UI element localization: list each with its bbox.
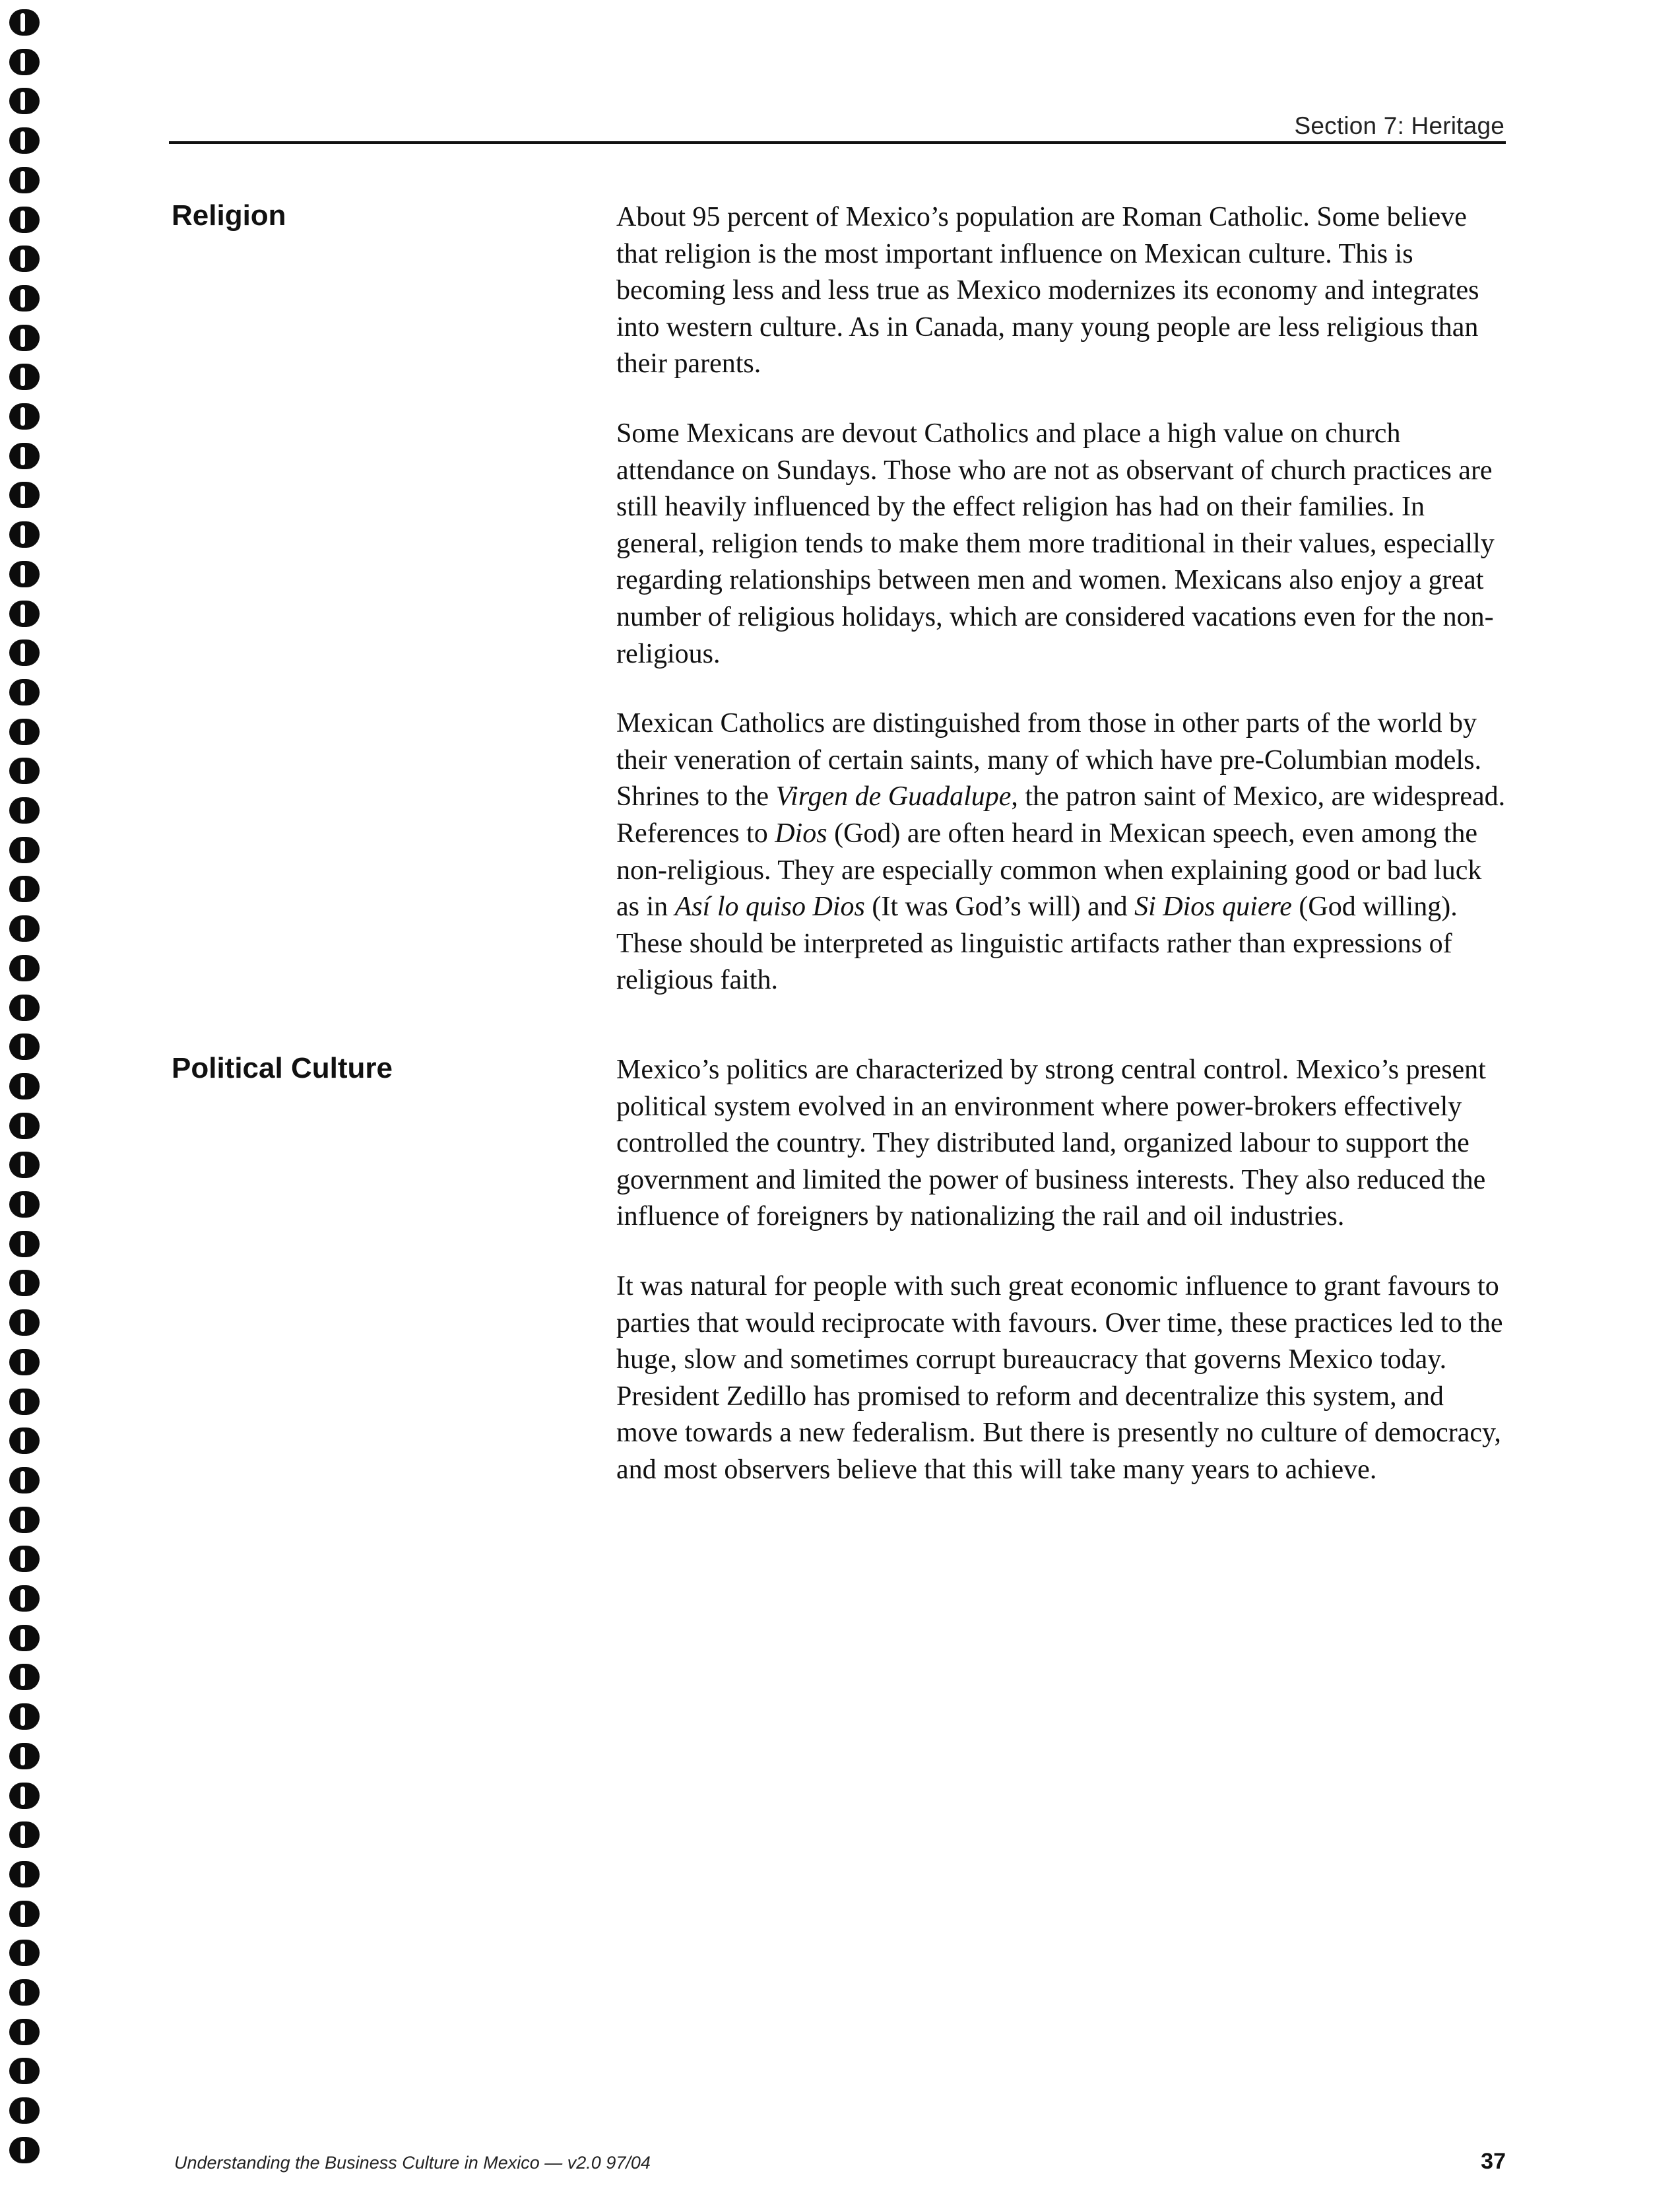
binding-hole bbox=[9, 482, 40, 508]
binding-hole bbox=[9, 1940, 40, 1966]
binding-hole bbox=[9, 1427, 40, 1454]
binding-hole bbox=[9, 797, 40, 824]
binding-hole bbox=[9, 246, 40, 272]
binding-hole bbox=[9, 1073, 40, 1099]
binding-hole bbox=[9, 955, 40, 981]
binding-hole bbox=[9, 285, 40, 312]
binding-hole bbox=[9, 2097, 40, 2124]
section-title: Section 7: Heritage bbox=[1294, 112, 1504, 139]
binding-hole bbox=[9, 1113, 40, 1139]
page-number: 37 bbox=[1481, 2149, 1506, 2174]
binding-hole bbox=[9, 1231, 40, 1257]
binding-hole bbox=[9, 9, 40, 36]
binding-hole bbox=[9, 837, 40, 863]
binding-hole bbox=[9, 876, 40, 902]
binding-hole bbox=[9, 1821, 40, 1848]
footer-document-title: Understanding the Business Culture in Mexico — v2.0 97/04 bbox=[174, 2153, 651, 2173]
religion-body bbox=[616, 199, 1507, 1032]
binding-hole bbox=[9, 325, 40, 351]
binding-hole bbox=[9, 1467, 40, 1493]
binding-hole bbox=[9, 2019, 40, 2045]
binding-hole bbox=[9, 995, 40, 1021]
binding-hole bbox=[9, 1861, 40, 1887]
italic-term: Así lo quiso Dios bbox=[674, 892, 865, 923]
binding-hole bbox=[9, 561, 40, 587]
paragraph: Mexican Catholics are distinguished from those in other parts of the world by their veneration of certain saints, many of which have pre-Columbian models. Shrines to the Virgen de Guadalupe, the patron saint of Mexico, are widespread. References to Dios (God) are often heard in Mexican speech, even among the non-religious. They are especially common when explaining good or bad luck as in Así lo quiso Dios (It was God’s will) and Si Dios quiere (God willing). These should be interpreted as linguistic artifacts rather than expressions of religious faith. bbox=[616, 708, 1506, 996]
binding-hole bbox=[9, 1389, 40, 1415]
paragraph: Mexico’s politics are characterized by strong central control. Mexico’s present political system evolved in an environment where power-brokers effectively controlled the country. They distributed land, organized labour to support the government and limited the power of business interests. They also reduced the influence of foreigners by nationalizing the rail and oil industries. bbox=[616, 1055, 1486, 1232]
binding-hole bbox=[9, 1309, 40, 1336]
binding-hole bbox=[9, 127, 40, 154]
binding-hole bbox=[9, 88, 40, 114]
binding-hole bbox=[9, 1546, 40, 1572]
binding-hole bbox=[9, 601, 40, 627]
header-rule bbox=[169, 141, 1506, 144]
italic-term: Virgen de Guadalupe bbox=[775, 781, 1012, 812]
political-culture-body bbox=[616, 1052, 1507, 1522]
binding-hole bbox=[9, 1703, 40, 1730]
binding-hole bbox=[9, 679, 40, 705]
binding-hole bbox=[9, 1743, 40, 1769]
political-culture-heading: Political Culture bbox=[172, 1052, 393, 1084]
binding-hole bbox=[9, 915, 40, 942]
paragraph: Some Mexicans are devout Catholics and place a high value on church attendance on Sundays. Those who are not as observant of church practices are still heavily influenced by the effect religion has had on their families. In general, religion tends to make them more traditional in their values, especially regarding relationships between men and women. Mexicans also enjoy a great number of religious holidays, which are considered vacations even for the non-religious. bbox=[616, 418, 1495, 669]
binding-hole bbox=[9, 443, 40, 469]
paragraph: About 95 percent of Mexico’s population are Roman Catholic. Some believe that religion is the most important influence on Mexican culture. This is becoming less and less true as Mexico modernizes its economy and integrates into western culture. As in Canada, many young people are less religious than their parents. bbox=[616, 202, 1479, 379]
binding-hole bbox=[9, 364, 40, 390]
binding-hole bbox=[9, 1625, 40, 1651]
binding-hole bbox=[9, 2058, 40, 2084]
binding-hole bbox=[9, 1664, 40, 1690]
binding-hole bbox=[9, 758, 40, 784]
binding-hole bbox=[9, 1507, 40, 1533]
binding-hole bbox=[9, 403, 40, 430]
binding-hole bbox=[9, 719, 40, 745]
binding-hole bbox=[9, 1349, 40, 1375]
binding-hole bbox=[9, 49, 40, 75]
binding-hole bbox=[9, 639, 40, 666]
binding-hole bbox=[9, 1152, 40, 1178]
binding-hole bbox=[9, 167, 40, 193]
binding-hole bbox=[9, 1979, 40, 2006]
binding-hole bbox=[9, 1783, 40, 1809]
binding-hole bbox=[9, 521, 40, 548]
binding-hole bbox=[9, 1270, 40, 1296]
spiral-binding bbox=[9, 0, 40, 2197]
binding-hole bbox=[9, 1033, 40, 1060]
binding-hole bbox=[9, 207, 40, 233]
binding-hole bbox=[9, 2137, 40, 2163]
italic-term: Dios bbox=[775, 818, 827, 849]
binding-hole bbox=[9, 1901, 40, 1927]
italic-term: Si Dios quiere bbox=[1134, 892, 1292, 923]
binding-hole bbox=[9, 1585, 40, 1612]
binding-hole bbox=[9, 1191, 40, 1218]
religion-heading: Religion bbox=[172, 199, 286, 232]
paragraph: It was natural for people with such great economic influence to grant favours to parties that would reciprocate with favours. Over time, these practices led to the huge, slow and sometimes corrupt bureaucracy that governs Mexico today. President Zedillo has promised to reform and decentralize this system, and move towards a new federalism. But there is presently no culture of democracy, and most observers believe that this will take many years to achieve. bbox=[616, 1270, 1503, 1485]
